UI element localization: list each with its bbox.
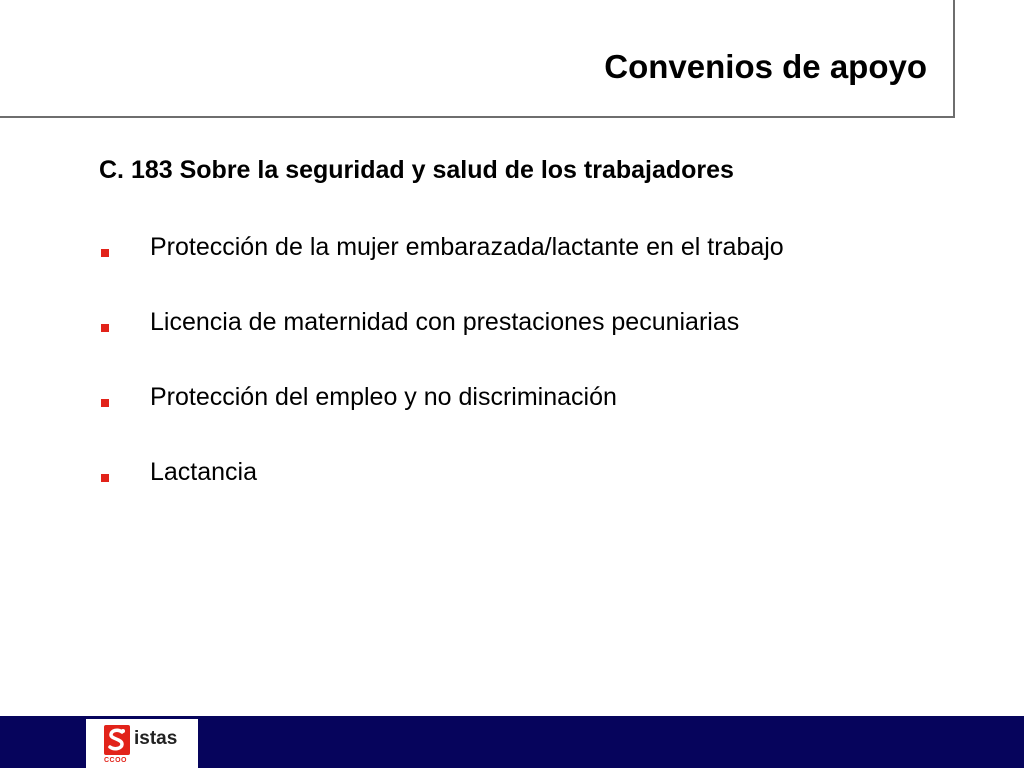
square-bullet-icon	[101, 249, 109, 257]
slide-subtitle: C. 183 Sobre la seguridad y salud de los trabajadores	[99, 156, 734, 184]
bullet-item	[99, 454, 949, 494]
bullet-text: Protección de la mujer embarazada/lactante en el trabajo	[150, 233, 784, 261]
square-bullet-icon	[101, 399, 109, 407]
square-bullet-icon	[101, 474, 109, 482]
logo-subtext: CCOO	[104, 757, 127, 764]
bullet-item	[99, 304, 949, 344]
title-frame	[0, 0, 955, 118]
bullet-text: Licencia de maternidad con prestaciones pecuniarias	[150, 308, 740, 336]
istas-logo	[86, 719, 198, 768]
ccoo-logo-icon	[104, 725, 130, 759]
logo-text: istas	[134, 728, 178, 749]
bullet-text: Lactancia	[150, 458, 258, 486]
square-bullet-icon	[101, 324, 109, 332]
bullet-text: Protección del empleo y no discriminación	[150, 383, 617, 411]
bullet-item	[99, 229, 949, 269]
bullet-item	[99, 379, 949, 419]
slide-title: Convenios de apoyo	[604, 48, 927, 85]
